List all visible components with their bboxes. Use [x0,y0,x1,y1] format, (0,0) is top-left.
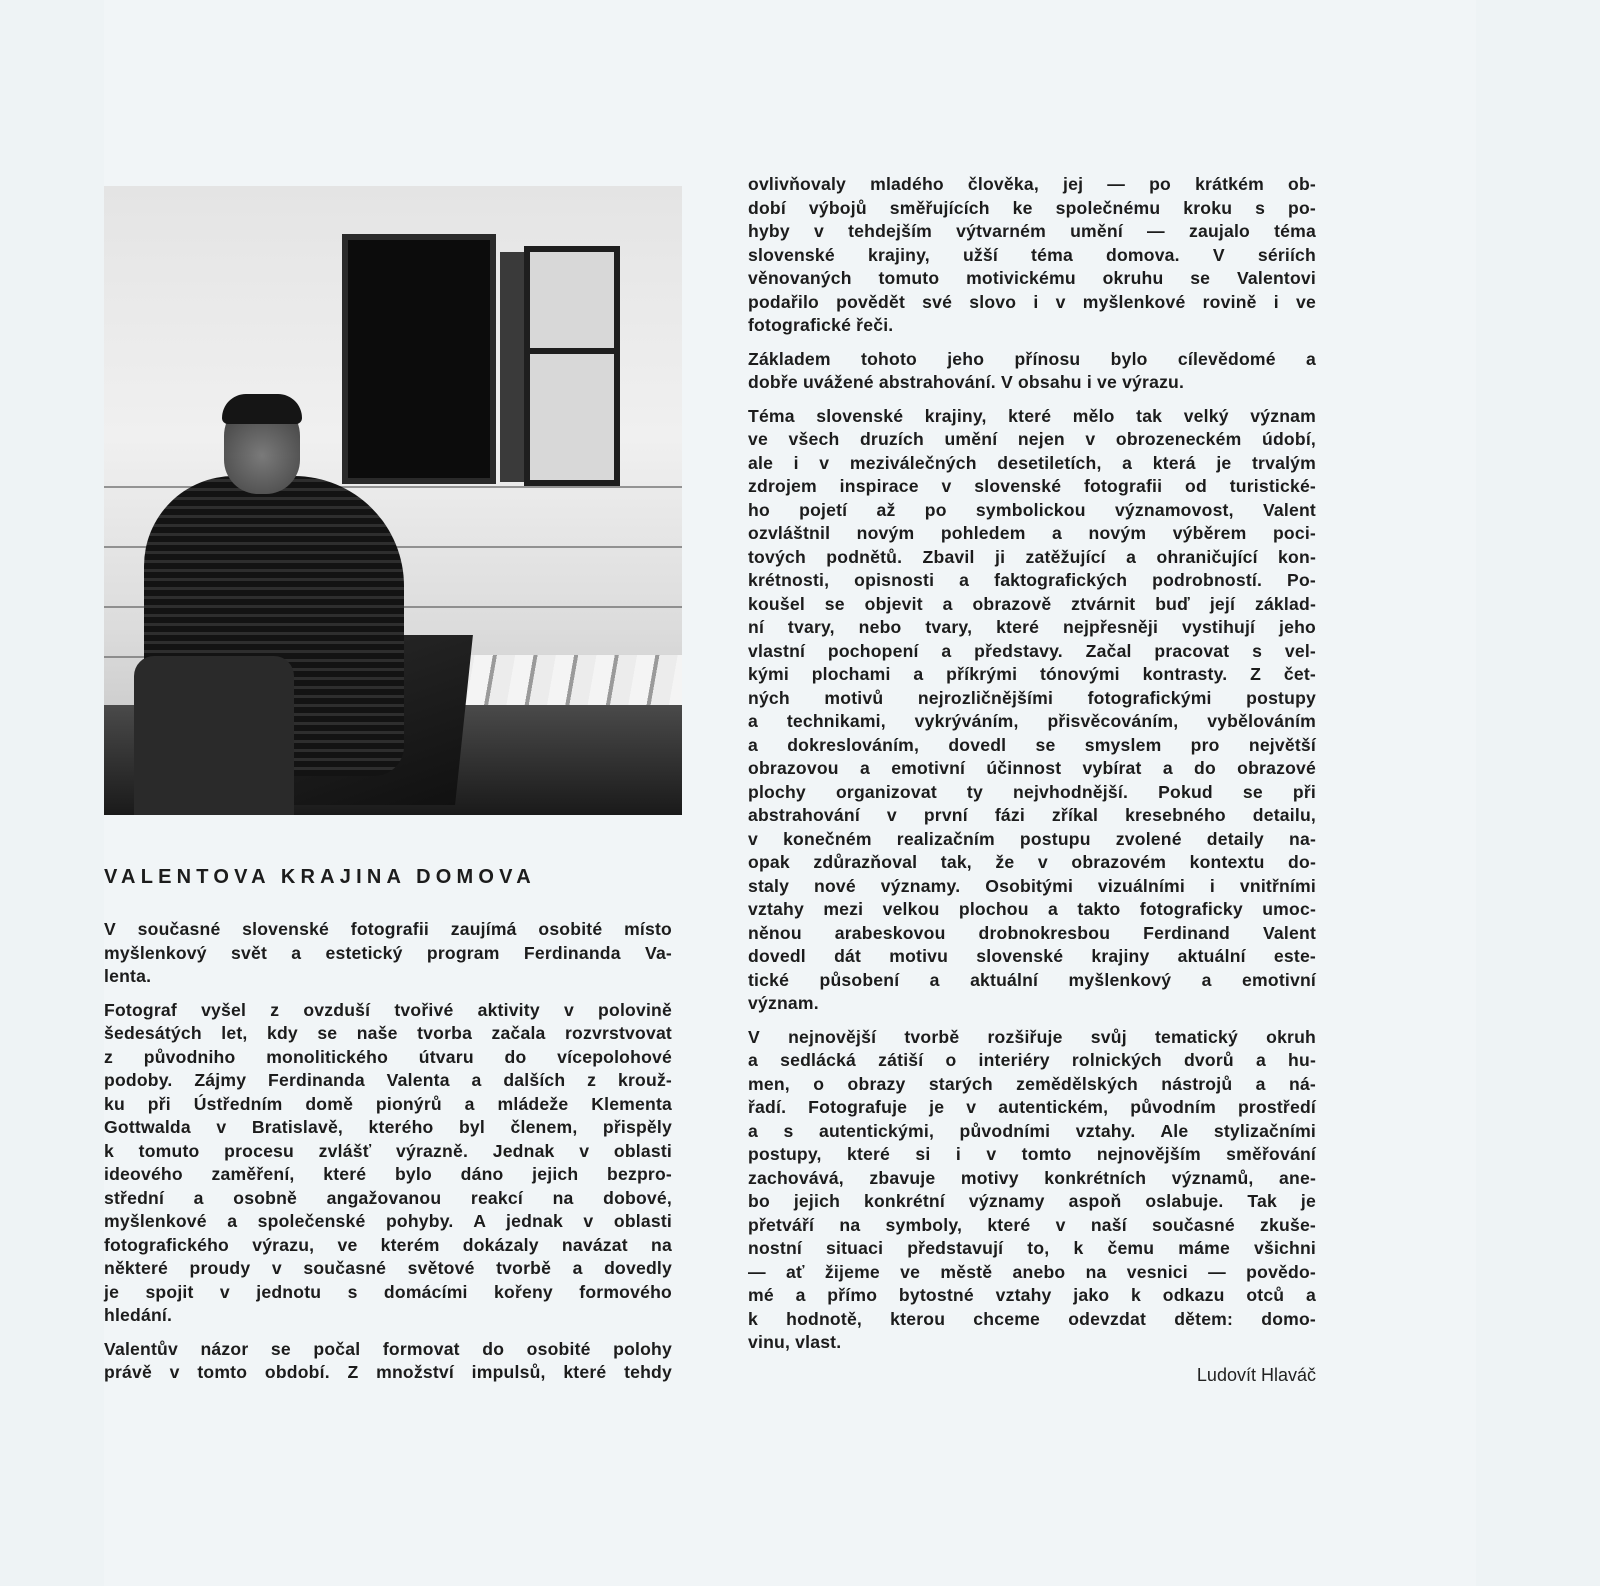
window-shutter [524,246,620,486]
text-line: tické působení a aktuální myšlenkový a emotivní [748,969,1316,990]
text-line: nostní situaci představují to, k čemu máme všichni [748,1238,1316,1258]
text-line: men, o obrazy starých zemědělských nástrojů a ná- [748,1073,1316,1094]
text-line: dobře uvážené abstrahování. V obsahu i ve výrazu. [748,372,1185,392]
right-text-column [748,173,1316,1365]
text-line: vinu, vlast. [748,1332,842,1352]
text-line: Téma slovenské krajiny, které mělo tak velký význam [748,405,1316,426]
left-text-column [104,918,672,1395]
text-line: něnou arabeskovou drobnokresbou Ferdinand Valent [748,922,1316,943]
text-line: Valentův názor se počal formovat do osobité polohy [104,1338,672,1359]
text-line: koušel se objevit a obrazově ztvárnit buď její základ- [748,593,1316,614]
text-line: zdrojem inspirace v slovenské fotografii od turistické- [748,476,1316,496]
text-line: a dokreslováním, dovedl se smyslem pro největší [748,734,1316,755]
text-line: k hodnotě, kterou chceme odevzdat dětem: domo- [748,1308,1316,1329]
text-line: střední a osobně angažovanou reakcí na dobové, [104,1187,672,1208]
text-line: některé proudy v současné světové tvorbě a dovedly [104,1258,672,1278]
text-line: věnovaných tomuto motivickému okruhu se Valentovi [748,268,1316,288]
text-line: fotografického výrazu, ve kterém dokázaly navázat na [104,1234,672,1255]
article-heading: VALENTOVA KRAJINA DOMOVA [104,866,536,888]
text-line: právě v tomto období. Z množství impulsů, které tehdy [104,1362,672,1382]
text-line: v konečném realizačním postupu zvolené detaily na- [748,828,1316,849]
text-line: opak zdůrazňoval tak, že v obrazovém kontextu do- [748,852,1316,872]
text-line: postupy, které si i v tomto nejnovějším směřování [748,1144,1316,1164]
text-line: V současné slovenské fotografii zaujímá osobité místo [104,919,672,939]
text-line: lenta. [104,966,152,986]
text-line: podařilo povědět své slovo i v myšlenkové rovině i ve [748,291,1316,312]
text-line: kými plochami a příkrými tónovými kontrasty. Z čet- [748,664,1316,684]
text-line: myšlenkové a společenské pohyby. A jednak v oblasti [104,1211,672,1231]
text-line: hledání. [104,1305,173,1325]
text-line: ku při Ústředním domě pionýrů a mládeže Klementa [104,1093,672,1114]
text-line: myšlenkový svět a estetický program Ferdinanda Va- [104,942,672,963]
text-line: z původniho monolitického útvaru do vícepolohové [104,1046,672,1067]
text-line: krétnosti, opisnosti a faktografických podrobností. Po- [748,570,1316,590]
text-line: a technikami, vykrýváním, přisvěcováním, vybělováním [748,711,1316,731]
paragraph [104,1338,672,1385]
text-line: dovedl dát motivu slovenské krajiny aktuální este- [748,946,1316,966]
text-line: ozvláštnil novým pohledem a novým výběrem poci- [748,523,1316,543]
text-line: V nejnovější tvorbě rozšiřuje svůj tematický okruh [748,1026,1316,1047]
text-line: přetváří na symboly, které v naší současné zkuše- [748,1214,1316,1235]
text-line: vztahy mezi velkou plochou a takto fotograficky umoc- [748,899,1316,919]
text-line: ných motivů nejrozličnějšími fotografickými postupy [748,687,1316,708]
text-line: Základem tohoto jeho přínosu bylo cílevědomé a [748,348,1316,369]
text-line: ideového zaměření, které bylo dáno jejich bezpro- [104,1164,672,1184]
text-line: ho pojetí až po symbolickou významovost, Valent [748,499,1316,520]
text-line: obrazovou a emotivní účinnost vybírat a do obrazové [748,758,1316,778]
text-line: ovlivňovaly mladého člověka, jej — po krátkém ob- [748,174,1316,194]
text-line: k tomuto procesu zvlášť výrazně. Jednak v oblasti [104,1140,672,1161]
portrait-photograph [104,186,682,815]
text-line: a s autentickými, původními vztahy. Ale stylizačními [748,1120,1316,1141]
paragraph [748,1026,1316,1355]
text-line: ní tvary, nebo tvary, které nejpřesněji vystihují jeho [748,617,1316,637]
text-line: dobí výbojů směřujících ke společnému kroku s po- [748,197,1316,218]
text-line: — ať žijeme ve městě anebo na vesnici — povědo- [748,1261,1316,1282]
author-signature: Ludovít Hlaváč [1196,1365,1316,1385]
text-line: plochy organizovat ty nejvhodnější. Pokud se při [748,781,1316,802]
window-opening [342,234,496,484]
text-line: zachovává, zbavuje motivy konkrétních významů, ane- [748,1167,1316,1188]
paragraph [104,918,672,989]
paragraph [748,173,1316,338]
paragraph [748,405,1316,1016]
text-line: bo jejich konkrétní významy aspoň oslabuje. Tak je [748,1191,1316,1211]
text-line: ve všech druzích umění nejen v obrozeneckém údobí, [748,429,1316,449]
person-hair [222,394,302,424]
text-line: mé a přímo bytostné vztahy jako k odkazu otců a [748,1285,1316,1305]
text-line: slovenské krajiny, užší téma domova. V sériích [748,244,1316,265]
text-line: Gottwalda v Bratislavě, kterého byl členem, přispěly [104,1117,672,1137]
text-line: abstrahování v první fázi zříkal kresebného detailu, [748,805,1316,825]
text-line: staly nové významy. Osobitými vizuálními i vnitřními [748,875,1316,896]
text-line: Fotograf vyšel z ovzduší tvořivé aktivity v polovině [104,999,672,1020]
person-legs [134,656,294,815]
paragraph [104,999,672,1328]
paragraph [748,348,1316,395]
text-line: fotografické řeči. [748,315,894,335]
text-line: tových podnětů. Zbavil ji zatěžující a ohraničující kon- [748,546,1316,567]
text-line: význam. [748,993,819,1013]
text-line: hyby v tehdejším výtvarném umění — zaujalo téma [748,221,1316,241]
text-line: ale i v meziválečných desetiletích, a která je trvalým [748,452,1316,473]
text-line: vlastní pochopení a představy. Začal pracovat s vel- [748,640,1316,661]
text-line: je spojit v jednotu s domácími kořeny formového [104,1281,672,1302]
text-line: a sedlácká zátiší o interiéry rolnických dvorů a hu- [748,1050,1316,1070]
text-line: podoby. Zájmy Ferdinanda Valenta a dalších z krouž- [104,1070,672,1090]
text-line: šedesátých let, kdy se naše tvorba začala rozvrstvovat [104,1023,672,1043]
text-line: řadí. Fotografuje je v autentickém, původním prostředí [748,1097,1316,1117]
